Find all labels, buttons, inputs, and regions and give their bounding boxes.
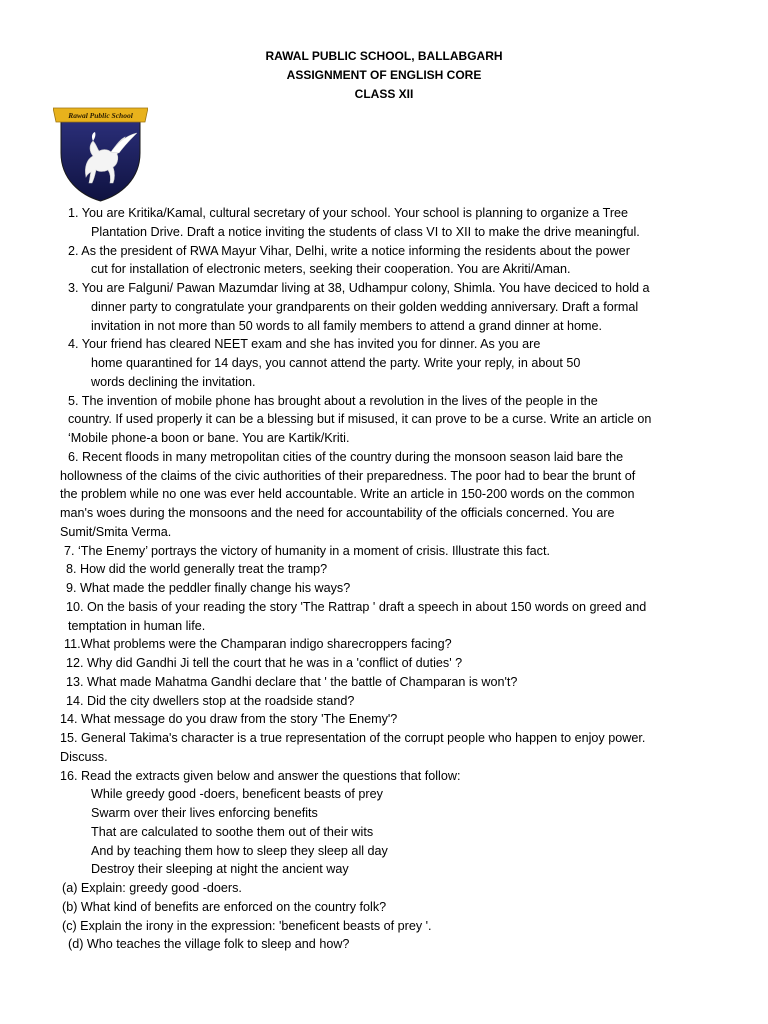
school-name: RAWAL PUBLIC SCHOOL, BALLABGARH — [265, 49, 503, 63]
text-line: invitation in not more than 50 words to all family members to attend a grand dinner at home. — [91, 318, 603, 333]
text-line: 12. Why did Gandhi Ji tell the court that he was in a 'conflict of duties' ? — [66, 656, 463, 670]
text-line: the problem while no one was ever held accountable. Write an article in 150-200 words on the common — [60, 487, 635, 502]
text-line: (c) Explain the irony in the expression: 'beneficent beasts of prey '. — [62, 918, 432, 933]
text-line: 4. Your friend has cleared NEET exam and she has invited you for dinner. As you are — [68, 337, 541, 352]
text-line: 14. What message do you draw from the story 'The Enemy'? — [60, 712, 398, 727]
text-line: temptation in human life. — [68, 618, 206, 633]
text-line: dinner party to congratulate your grandparents on their golden wedding anniversary. Draft a formal — [91, 299, 639, 314]
text-line: (d) Who teaches the village folk to sleep and how? — [68, 937, 350, 952]
text-line: Destroy their sleeping at night the ancient way — [91, 862, 349, 877]
text-line: cut for installation of electronic meters, seeking their cooperation. You are Akriti/Aman. — [91, 262, 571, 277]
text-line: country. If used properly it can be a blessing but if misused, it can prove to be a curse. Write an article on — [68, 412, 652, 427]
text-line: (b) What kind of benefits are enforced on the country folk? — [62, 899, 387, 914]
text-line: home quarantined for 14 days, you cannot attend the party. Write your reply, in about 50 — [91, 356, 581, 370]
text-line: (a) Explain: greedy good -doers. — [62, 881, 242, 895]
text-line: That are calculated to soothe them out of their wits — [91, 824, 374, 839]
text-line: ‘Mobile phone-a boon or bane. You are Kartik/Kriti. — [68, 431, 350, 445]
text-line: 11.What problems were the Champaran indigo sharecroppers facing? — [64, 637, 452, 652]
text-line: 16. Read the extracts given below and answer the questions that follow: — [60, 768, 461, 783]
pegasus-crest-icon — [53, 107, 148, 202]
text-line: Plantation Drive. Draft a notice inviting the students of class VI to XII to make the drive meaningful. — [91, 224, 640, 239]
text-line: 5. The invention of mobile phone has brought about a revolution in the lives of the people in the — [68, 393, 598, 408]
text-line: 1. You are Kritika/Kamal, cultural secretary of your school. Your school is planning to organize a Tree — [68, 206, 629, 220]
text-line: 7. ‘The Enemy’ portrays the victory of humanity in a moment of crisis. Illustrate this fact. — [64, 543, 550, 558]
text-line: And by teaching them how to sleep they sleep all day — [91, 843, 388, 858]
text-line: While greedy good -doers, beneficent beasts of prey — [91, 787, 383, 802]
text-line: hollowness of the claims of the civic authorities of their preparedness. The poor had to bear the brunt of — [60, 468, 636, 483]
text-line: man's woes during the monsoons and the need for accountability of the officials concerned. You are — [60, 506, 615, 520]
logo-text: Rawal Public School — [68, 111, 133, 120]
text-line: words declining the invitation. — [91, 374, 256, 389]
class-title: CLASS XII — [354, 87, 414, 101]
text-line: 14. Did the city dwellers stop at the roadside stand? — [66, 693, 355, 708]
text-line: 9. What made the peddler finally change his ways? — [66, 581, 351, 595]
text-line: Discuss. — [60, 749, 108, 764]
assignment-title: ASSIGNMENT OF ENGLISH CORE — [286, 68, 482, 82]
text-line: 8. How did the world generally treat the tramp? — [66, 562, 328, 577]
text-line: 3. You are Falguni/ Pawan Mazumdar living at 38, Udhampur colony, Shimla. You have deciced to hold a — [68, 281, 650, 295]
text-line: 6. Recent floods in many metropolitan cities of the country during the monsoon season laid bare the — [68, 449, 624, 464]
text-line: Sumit/Smita Verma. — [60, 524, 172, 539]
text-line: 2. As the president of RWA Mayur Vihar, Delhi, write a notice informing the residents about the power — [68, 243, 630, 258]
text-line: 15. General Takima's character is a true representation of the corrupt people who happen to enjoy power. — [60, 731, 646, 745]
text-line: Swarm over their lives enforcing benefits — [91, 806, 318, 820]
text-line: 13. What made Mahatma Gandhi declare that ' the battle of Champaran is won't? — [66, 674, 518, 689]
text-line: 10. On the basis of your reading the story 'The Rattrap ' draft a speech in about 150 words on greed and — [66, 599, 647, 614]
